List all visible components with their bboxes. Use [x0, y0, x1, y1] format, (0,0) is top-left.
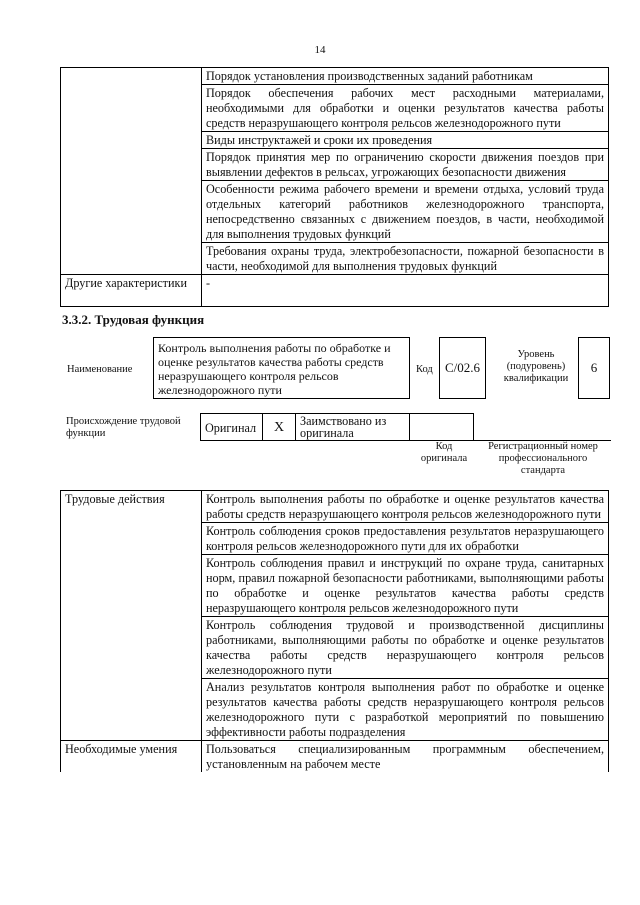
action-item: Контроль выполнения работы по обработке и оценке результатов качества работы средств неразрушающего контроля рельсов железнодорожного пути: [202, 491, 609, 523]
other-characteristics-label: Другие характеристики: [61, 275, 202, 307]
code-caption: Код оригинала: [420, 441, 468, 464]
knowledge-table: [60, 67, 609, 307]
knowledge-item: Особенности режима рабочего времени и времени отдыха, условий труда отдельных категорий работников железнодорожного транспорта, непосредственно связанных с движением поездов, в части, необходимой для выполнения трудовых функций: [202, 181, 609, 243]
level-value-box: [578, 337, 610, 399]
knowledge-item: Порядок установления производственных заданий работникам: [202, 68, 609, 85]
origin-table: [200, 413, 611, 441]
action-item: Анализ результатов контроля выполнения работ по обработке и оценке результатов качества работы средств неразрушающего контроля рельсов железнодорожного пути с разработкой мероприятий по повышению эффективности работы подразделения: [202, 679, 609, 741]
labor-function-table: [60, 490, 609, 772]
name-label: Наименование: [67, 364, 133, 375]
original-mark: X: [263, 414, 296, 441]
table-row: [61, 491, 609, 523]
action-item: Контроль соблюдения трудовой и производственной дисциплины работниками, выполняющими работы по обработке и оценке результатов качества работы средств неразрушающего контроля рельсов железнодорожного пути: [202, 617, 609, 679]
label-cell-empty: [61, 68, 202, 275]
level-label: Уровень (подуровень) квалификации: [503, 349, 569, 384]
knowledge-item: Виды инструктажей и сроки их проведения: [202, 132, 609, 149]
table-row: [61, 741, 609, 773]
action-item: Контроль соблюдения правил и инструкций по охране труда, санитарных норм, правил пожарной безопасности работниками, выполняющими работы по обработке и оценке результатов качества работы средств неразрушающего контроля рельсов железнодорожного пути: [202, 555, 609, 617]
knowledge-item: Порядок принятия мер по ограничению скорости движения поездов при выявлении дефектов в рельсах, угрожающих безопасности движения: [202, 149, 609, 181]
knowledge-item: Требования охраны труда, электробезопасности, пожарной безопасности в части, необходимой для выполнения трудовых функций: [202, 243, 609, 275]
code-label: Код: [416, 364, 433, 375]
name-value-box: [153, 337, 410, 399]
level-value: 6: [590, 360, 598, 375]
table-row: [201, 414, 611, 441]
code-value-box: [439, 337, 486, 399]
origin-label: Происхождение трудовой функции: [66, 416, 181, 439]
other-characteristics-value: -: [202, 275, 609, 307]
code-value: C/02.6: [444, 360, 481, 375]
function-name: Контроль выполнения работы по обработке и оценке результатов качества работы средств неразрушающего контроля рельсов железнодорожного пути: [158, 341, 391, 397]
page-number: 14: [314, 44, 326, 56]
borrowed-label: Заимствовано из оригинала: [296, 414, 410, 441]
section-title: 3.3.2. Трудовая функция: [62, 312, 205, 327]
skills-label: Необходимые умения: [61, 741, 202, 773]
reg-caption: Регистрационный номер профессионального стандарта: [488, 441, 598, 476]
knowledge-item: Порядок обеспечения рабочих мест расходными материалами, необходимыми для обработки и оценки результатов качества работы средств неразрушающего контроля рельсов железнодорожного пути: [202, 85, 609, 132]
original-code-cell: [410, 414, 474, 441]
original-label: Оригинал: [201, 414, 263, 441]
table-row: [61, 275, 609, 307]
actions-label: Трудовые действия: [61, 491, 202, 741]
action-item: Контроль соблюдения сроков предоставления результатов неразрушающего контроля рельсов железнодорожного пути для их обработки: [202, 523, 609, 555]
skill-item: Пользоваться специализированным программным обеспечением, установленным на рабочем месте: [202, 741, 609, 773]
table-row: [61, 68, 609, 85]
reg-number-cell: [474, 414, 611, 441]
